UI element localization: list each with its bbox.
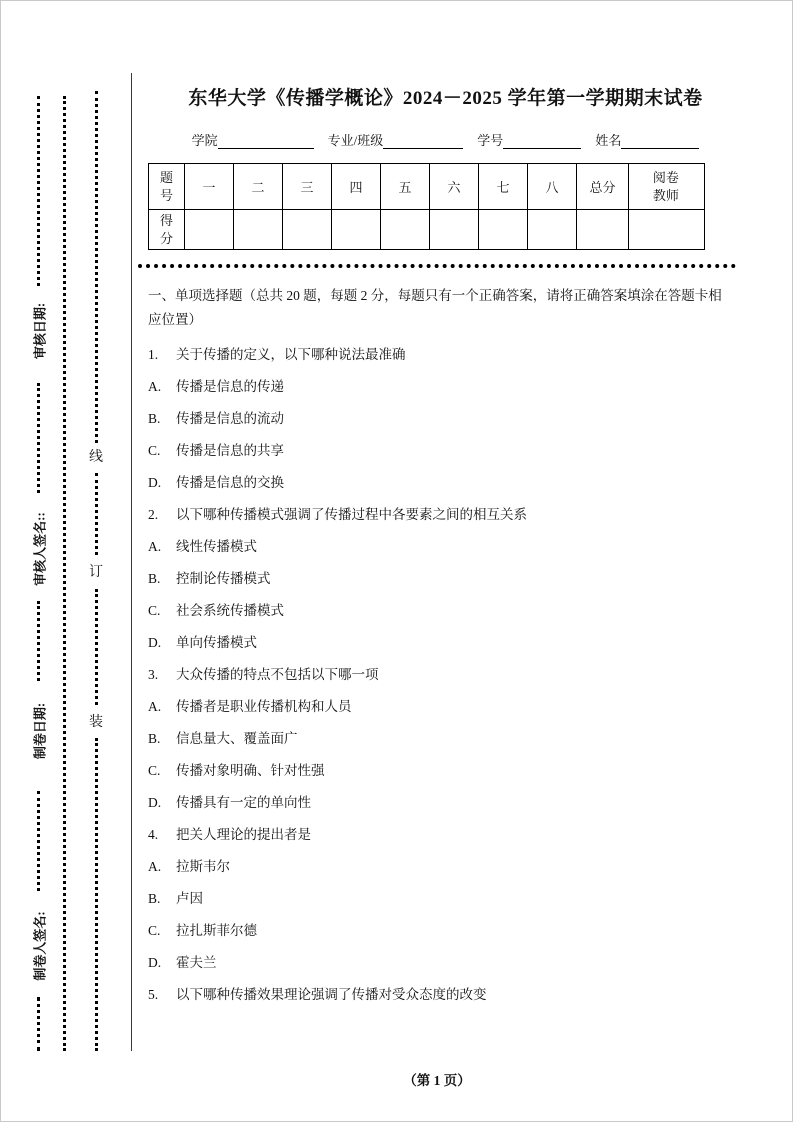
option-line (148, 729, 743, 749)
exam-content (131, 73, 743, 1051)
option-label: B. (148, 890, 161, 906)
option-line (148, 793, 743, 813)
option-line (148, 953, 743, 973)
dotted-separator (138, 264, 736, 268)
binding-line-char: 线 (89, 450, 103, 465)
score-table-col-grader: 阅卷教师 (629, 164, 705, 210)
option-label: D. (148, 474, 162, 490)
option-label: A. (148, 538, 162, 554)
option-line (148, 697, 743, 717)
option-line (148, 761, 743, 781)
option-line (148, 441, 743, 461)
option-text: 传播者是职业传播机构和人员 (176, 698, 352, 714)
score-table-col: 一 (185, 164, 234, 210)
option-line (148, 537, 743, 557)
score-table-col: 七 (479, 164, 528, 210)
score-cell-empty (629, 210, 705, 250)
option-label: A. (148, 858, 162, 874)
page-footer: （第 1 页） (403, 1073, 471, 1088)
exam-title: 东华大学《传播学概论》2024－2025 学年第一学期期末试卷 (188, 88, 703, 109)
score-table-col: 三 (283, 164, 332, 210)
option-label: A. (148, 378, 162, 394)
score-table-col: 五 (381, 164, 430, 210)
score-table-row-header: 题号 (149, 164, 185, 210)
question-number: 3. (148, 666, 159, 682)
option-text: 拉斯韦尔 (176, 858, 230, 874)
option-line (148, 601, 743, 621)
question-text: 把关人理论的提出者是 (176, 826, 311, 842)
score-cell-empty (430, 210, 479, 250)
dotted-line (37, 997, 40, 1051)
option-text: 传播是信息的交换 (176, 474, 284, 490)
binding-dotted-line (95, 473, 98, 555)
info-field-blank (383, 134, 463, 149)
option-label: D. (148, 954, 162, 970)
option-label: B. (148, 570, 161, 586)
score-table-col: 四 (332, 164, 381, 210)
option-line (148, 409, 743, 429)
dotted-line (63, 96, 66, 1051)
option-label: D. (148, 794, 162, 810)
student-info-row (148, 130, 743, 149)
option-label: B. (148, 730, 161, 746)
score-table-header-row (149, 164, 705, 210)
score-table-col: 八 (528, 164, 577, 210)
question-line (148, 345, 743, 365)
info-field-label: 姓名 (595, 133, 622, 148)
score-cell-empty (528, 210, 577, 250)
question-line (148, 505, 743, 525)
question-line (148, 825, 743, 845)
binding-line-char: 装 (89, 715, 103, 730)
info-field-blank (218, 134, 314, 149)
binding-dotted-line (95, 91, 98, 443)
binding-dotted-line (95, 738, 98, 1051)
seal-field-label-paper-date: 制卷日期: (32, 702, 48, 760)
question-number: 1. (148, 346, 159, 362)
score-cell-empty (332, 210, 381, 250)
option-line (148, 633, 743, 653)
option-text: 控制论传播模式 (176, 570, 271, 586)
option-text: 卢因 (176, 890, 203, 906)
info-field-major-class (328, 130, 464, 149)
info-field-blank (621, 134, 699, 149)
question-text: 以下哪种传播效果理论强调了传播对受众态度的改变 (176, 986, 487, 1002)
info-field-label: 学号 (477, 133, 504, 148)
option-line (148, 921, 743, 941)
option-text: 霍夫兰 (176, 954, 217, 970)
option-text: 信息量大、覆盖面广 (176, 730, 298, 746)
seal-field-label-reviewer-signature: 审核人签名:: (32, 512, 48, 586)
question-line (148, 985, 743, 1005)
dotted-line (37, 601, 40, 681)
question-line (148, 665, 743, 685)
option-line (148, 857, 743, 877)
option-label: C. (148, 442, 161, 458)
section-one-heading: 一、单项选择题（总共 20 题，每题 2 分，每题只有一个正确答案，请将正确答案填涂在答题卡相应位置） (148, 288, 722, 328)
dotted-line (37, 791, 40, 891)
score-cell-empty (381, 210, 430, 250)
option-text: 传播具有一定的单向性 (176, 794, 311, 810)
info-field-label: 学院 (191, 133, 218, 148)
score-cell-empty (577, 210, 629, 250)
option-text: 传播是信息的流动 (176, 410, 284, 426)
binding-dotted-line (95, 589, 98, 705)
score-cell-empty (283, 210, 332, 250)
option-label: C. (148, 762, 161, 778)
score-table-score-row (149, 210, 705, 250)
seal-field-label-paper-maker-signature: 制卷人签名: (32, 911, 48, 981)
question-list (148, 345, 743, 1005)
score-table (148, 163, 705, 250)
info-field-student-id (477, 130, 581, 149)
info-field-college (192, 130, 314, 149)
question-text: 以下哪种传播模式强调了传播过程中各要素之间的相互关系 (176, 506, 527, 522)
binding-line-char: 订 (89, 565, 103, 580)
score-cell-empty (185, 210, 234, 250)
seal-field-label-review-date: 审核日期: (32, 302, 48, 360)
option-text: 传播对象明确、针对性强 (176, 762, 325, 778)
option-text: 线性传播模式 (176, 538, 257, 554)
question-number: 2. (148, 506, 159, 522)
option-text: 社会系统传播模式 (176, 602, 284, 618)
question-text: 大众传播的特点不包括以下哪一项 (176, 666, 379, 682)
seal-margin (1, 1, 131, 1123)
option-text: 拉扎斯菲尔德 (176, 922, 257, 938)
option-line (148, 889, 743, 909)
score-table-score-header: 得分 (149, 210, 185, 250)
option-label: D. (148, 634, 162, 650)
option-text: 传播是信息的传递 (176, 378, 284, 394)
info-field-blank (503, 134, 581, 149)
option-line (148, 473, 743, 493)
question-text: 关于传播的定义，以下哪种说法最准确 (176, 346, 406, 362)
score-cell-empty (234, 210, 283, 250)
score-table-col: 二 (234, 164, 283, 210)
score-table-col: 六 (430, 164, 479, 210)
option-text: 传播是信息的共享 (176, 442, 284, 458)
info-field-name (595, 130, 699, 149)
option-label: A. (148, 698, 162, 714)
option-label: C. (148, 602, 161, 618)
info-field-label: 专业/班级 (327, 133, 384, 148)
dotted-line (37, 383, 40, 493)
question-number: 4. (148, 826, 159, 842)
question-number: 5. (148, 986, 159, 1002)
score-cell-empty (479, 210, 528, 250)
dotted-line (37, 96, 40, 286)
option-line (148, 569, 743, 589)
score-table-col-total: 总分 (577, 164, 629, 210)
option-label: B. (148, 410, 161, 426)
option-line (148, 377, 743, 397)
option-text: 单向传播模式 (176, 634, 257, 650)
option-label: C. (148, 922, 161, 938)
